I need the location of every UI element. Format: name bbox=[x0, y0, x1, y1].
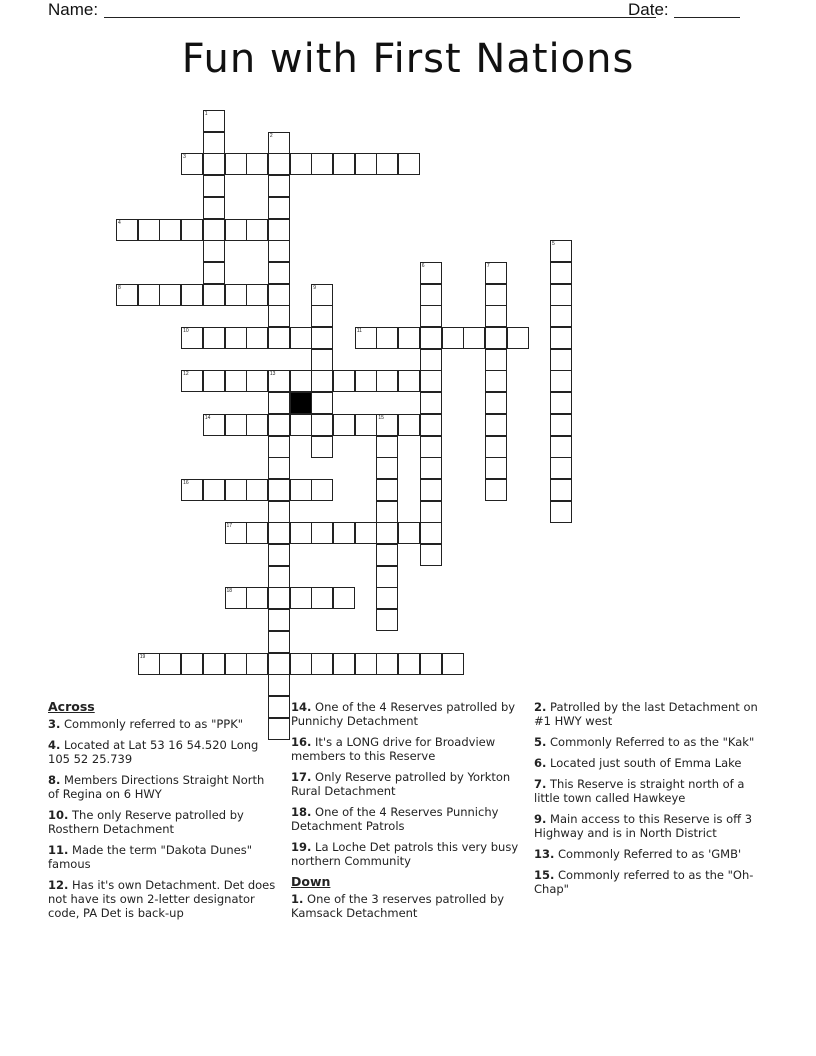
crossword-cell[interactable] bbox=[268, 305, 290, 327]
crossword-cell[interactable] bbox=[246, 327, 268, 349]
clue-item bbox=[48, 843, 276, 871]
clue-number-label: 6. bbox=[534, 756, 547, 770]
crossword-cell[interactable] bbox=[268, 284, 290, 306]
crossword-cell[interactable] bbox=[333, 653, 355, 675]
crossword-cell[interactable] bbox=[485, 436, 507, 458]
crossword-cell[interactable] bbox=[290, 479, 312, 501]
crossword-cell[interactable] bbox=[376, 544, 398, 566]
clue-number: 1 bbox=[204, 111, 208, 117]
clue-item bbox=[534, 868, 762, 896]
clue-item bbox=[534, 735, 762, 749]
clue-number: 17 bbox=[226, 523, 233, 530]
crossword-cell[interactable] bbox=[311, 479, 333, 501]
crossword-cell[interactable] bbox=[550, 414, 572, 436]
clue-number-label: 5. bbox=[534, 735, 547, 749]
crossword-cell[interactable] bbox=[268, 219, 290, 241]
across-heading: Across bbox=[48, 699, 95, 714]
crossword-cell[interactable] bbox=[311, 392, 333, 414]
clue-number: 16 bbox=[183, 479, 189, 486]
clue-number: 4 bbox=[118, 219, 121, 226]
crossword-cell[interactable] bbox=[116, 219, 138, 241]
crossword-cell[interactable] bbox=[485, 370, 507, 392]
crossword-cell[interactable] bbox=[376, 457, 398, 479]
clue-text: Patrolled by the last Detachment on #1 HWY west bbox=[534, 700, 758, 728]
crossword-cell[interactable] bbox=[333, 153, 355, 175]
crossword-cell[interactable] bbox=[550, 501, 572, 523]
crossword-cell[interactable] bbox=[246, 219, 268, 241]
crossword-cell[interactable] bbox=[203, 110, 225, 132]
crossword-cell[interactable] bbox=[311, 305, 333, 327]
crossword-cell[interactable] bbox=[420, 414, 442, 436]
crossword-cell[interactable] bbox=[485, 327, 507, 349]
crossword-cell[interactable] bbox=[225, 587, 247, 609]
crossword-cell[interactable] bbox=[181, 284, 203, 306]
crossword-cell[interactable] bbox=[463, 327, 485, 349]
clue-text: The only Reserve patrolled by Rosthern Detachment bbox=[48, 808, 244, 836]
clues-column-2 bbox=[291, 700, 519, 927]
clue-item bbox=[534, 812, 762, 840]
crossword-cell[interactable] bbox=[333, 370, 355, 392]
crossword-cell[interactable] bbox=[181, 653, 203, 675]
crossword-cell[interactable] bbox=[268, 197, 290, 219]
clue-item bbox=[291, 735, 519, 763]
crossword-cell[interactable] bbox=[311, 522, 333, 544]
clue-number-label: 7. bbox=[534, 777, 547, 791]
clue-text: It's a LONG drive for Broadview members to this Reserve bbox=[291, 735, 496, 763]
crossword-cell[interactable] bbox=[420, 262, 442, 284]
clue-number-label: 19. bbox=[291, 840, 312, 854]
crossword-cell[interactable] bbox=[376, 414, 398, 436]
crossword-cell[interactable] bbox=[225, 414, 247, 436]
crossword-cell[interactable] bbox=[311, 284, 333, 306]
clue-number: 14 bbox=[204, 414, 211, 421]
crossword-cell[interactable] bbox=[398, 522, 420, 544]
clue-item bbox=[534, 756, 762, 770]
clue-item bbox=[291, 770, 519, 798]
crossword-cell[interactable] bbox=[398, 414, 420, 436]
clue-text: Located just south of Emma Lake bbox=[546, 756, 742, 770]
crossword-cell[interactable] bbox=[333, 414, 355, 436]
crossword-cell[interactable] bbox=[203, 240, 225, 262]
crossword-cell[interactable] bbox=[268, 501, 290, 523]
crossword-cell[interactable] bbox=[246, 479, 268, 501]
crossword-cell[interactable] bbox=[550, 284, 572, 306]
crossword-cell[interactable] bbox=[268, 457, 290, 479]
crossword-cell[interactable] bbox=[420, 457, 442, 479]
crossword-cell[interactable] bbox=[203, 262, 225, 284]
crossword-cell[interactable] bbox=[290, 414, 312, 436]
crossword-cell[interactable] bbox=[355, 370, 377, 392]
clue-number: 10 bbox=[183, 328, 189, 334]
crossword-cell[interactable] bbox=[203, 175, 225, 197]
clue-text: Commonly referred to as "PPK" bbox=[60, 717, 244, 731]
crossword-cell[interactable] bbox=[246, 414, 268, 436]
clue-number-label: 3. bbox=[48, 717, 61, 731]
crossword-cell[interactable] bbox=[376, 566, 398, 588]
crossword-cell[interactable] bbox=[420, 501, 442, 523]
crossword-cell[interactable] bbox=[550, 436, 572, 458]
crossword-cell[interactable] bbox=[355, 153, 377, 175]
crossword-cell[interactable] bbox=[311, 349, 333, 371]
clues-column-3 bbox=[534, 700, 762, 903]
clue-number: 13 bbox=[269, 371, 276, 378]
clue-text: Members Directions Straight North of Regina on 6 HWY bbox=[48, 773, 265, 801]
crossword-cell[interactable] bbox=[485, 305, 507, 327]
crossword-cell[interactable] bbox=[420, 436, 442, 458]
crossword-cell[interactable] bbox=[311, 370, 333, 392]
crossword-cell[interactable] bbox=[225, 284, 247, 306]
clue-text: Commonly Referred to as the "Kak" bbox=[546, 735, 755, 749]
crossword-cell[interactable] bbox=[246, 653, 268, 675]
crossword-cell[interactable] bbox=[225, 653, 247, 675]
crossword-cell[interactable] bbox=[268, 132, 290, 154]
down-heading: Down bbox=[291, 874, 331, 889]
crossword-cell[interactable] bbox=[159, 219, 181, 241]
crossword-cell[interactable] bbox=[550, 457, 572, 479]
clue-number: 8 bbox=[118, 284, 121, 291]
clue-number: 9 bbox=[313, 284, 317, 291]
clue-number: 6 bbox=[421, 262, 425, 269]
name-label: Name: bbox=[48, 0, 99, 19]
crossword-cell[interactable] bbox=[333, 522, 355, 544]
crossword-cell[interactable] bbox=[203, 219, 225, 241]
crossword-cell[interactable] bbox=[311, 436, 333, 458]
clue-item bbox=[534, 700, 762, 728]
clue-number-label: 11. bbox=[48, 843, 69, 857]
crossword-cell[interactable] bbox=[355, 327, 377, 349]
clue-item bbox=[48, 717, 276, 731]
crossword-cell[interactable] bbox=[225, 370, 247, 392]
clue-number: 12 bbox=[183, 371, 189, 378]
clue-number-label: 14. bbox=[291, 700, 312, 714]
clue-number: 18 bbox=[226, 588, 233, 595]
clue-number-label: 8. bbox=[48, 773, 61, 787]
crossword-cell[interactable] bbox=[485, 284, 507, 306]
crossword-cell[interactable] bbox=[420, 284, 442, 306]
crossword-cell[interactable] bbox=[550, 327, 572, 349]
clue-text: Has it's own Detachment. Det does not have its own 2-letter designator code, PA Det is back-up bbox=[48, 878, 276, 920]
crossword-cell[interactable] bbox=[290, 587, 312, 609]
clue-text: One of the 4 Reserves Punnichy Detachment Patrols bbox=[291, 805, 499, 833]
clue-number-label: 1. bbox=[291, 892, 304, 906]
crossword-cell[interactable] bbox=[225, 522, 247, 544]
crossword-cell[interactable] bbox=[376, 436, 398, 458]
crossword-cell[interactable] bbox=[398, 653, 420, 675]
crossword-cell[interactable] bbox=[203, 479, 225, 501]
crossword-cell[interactable] bbox=[203, 197, 225, 219]
clue-text: Only Reserve patrolled by Yorkton Rural Detachment bbox=[291, 770, 511, 798]
crossword-cell[interactable] bbox=[203, 284, 225, 306]
date-label: Date: bbox=[628, 0, 669, 19]
crossword-cell[interactable] bbox=[181, 479, 203, 501]
crossword-cell[interactable] bbox=[376, 327, 398, 349]
crossword-cell[interactable] bbox=[225, 479, 247, 501]
crossword-cell[interactable] bbox=[225, 153, 247, 175]
crossword-cell[interactable] bbox=[181, 327, 203, 349]
crossword-cell[interactable] bbox=[420, 349, 442, 371]
crossword-cell[interactable] bbox=[181, 153, 203, 175]
crossword-cell[interactable] bbox=[507, 327, 529, 349]
crossword-cell[interactable] bbox=[290, 653, 312, 675]
clue-text: Commonly referred to as the "Oh-Chap" bbox=[534, 868, 754, 896]
clue-number-label: 12. bbox=[48, 878, 69, 892]
crossword-cell[interactable] bbox=[311, 153, 333, 175]
crossword-cell[interactable] bbox=[550, 305, 572, 327]
crossword-cell[interactable] bbox=[203, 653, 225, 675]
crossword-cell[interactable] bbox=[203, 153, 225, 175]
crossword-cell[interactable] bbox=[203, 414, 225, 436]
clue-text: One of the 4 Reserves patrolled by Punnichy Detachment bbox=[291, 700, 516, 728]
clue-number: 3 bbox=[183, 154, 186, 161]
crossword-cell[interactable] bbox=[485, 414, 507, 436]
crossword-cell[interactable] bbox=[246, 153, 268, 175]
crossword-cell[interactable] bbox=[159, 653, 181, 675]
crossword-cell[interactable] bbox=[268, 153, 290, 175]
crossword-cell[interactable] bbox=[268, 522, 290, 544]
clue-number: 19 bbox=[139, 653, 146, 660]
clue-number: 15 bbox=[378, 414, 384, 421]
crossword-cell[interactable] bbox=[311, 587, 333, 609]
clue-number-label: 4. bbox=[48, 738, 61, 752]
crossword-cell[interactable] bbox=[376, 587, 398, 609]
crossword-cell[interactable] bbox=[268, 674, 290, 696]
crossword-cell[interactable] bbox=[268, 240, 290, 262]
clue-text: Main access to this Reserve is off 3 Highway and is in North District bbox=[534, 812, 753, 840]
crossword-cell[interactable] bbox=[225, 327, 247, 349]
crossword-cell[interactable] bbox=[550, 479, 572, 501]
crossword-cell[interactable] bbox=[268, 609, 290, 631]
clue-item bbox=[48, 738, 276, 766]
crossword-cell[interactable] bbox=[268, 327, 290, 349]
clue-number-label: 13. bbox=[534, 847, 555, 861]
clue-item bbox=[48, 773, 276, 801]
crossword-cell[interactable] bbox=[376, 522, 398, 544]
crossword-cell[interactable] bbox=[376, 501, 398, 523]
page-title: Fun with First Nations bbox=[181, 36, 635, 82]
clue-number-label: 10. bbox=[48, 808, 69, 822]
crossword-cell[interactable] bbox=[203, 327, 225, 349]
crossword-cell[interactable] bbox=[268, 631, 290, 653]
crossword-cell[interactable] bbox=[268, 653, 290, 675]
crossword-cell[interactable] bbox=[550, 349, 572, 371]
crossword-cell[interactable] bbox=[116, 284, 138, 306]
crossword-cell[interactable] bbox=[355, 653, 377, 675]
crossword-cell[interactable] bbox=[398, 153, 420, 175]
clue-number-label: 18. bbox=[291, 805, 312, 819]
crossword-cell[interactable] bbox=[268, 414, 290, 436]
crossword-cell[interactable] bbox=[420, 544, 442, 566]
clue-item bbox=[48, 808, 276, 836]
crossword-cell[interactable] bbox=[333, 587, 355, 609]
crossword-cell[interactable] bbox=[485, 262, 507, 284]
clue-text: La Loche Det patrols this very busy northern Community bbox=[291, 840, 519, 868]
crossword-cell[interactable] bbox=[268, 175, 290, 197]
clue-item bbox=[534, 847, 762, 861]
clue-number: 7 bbox=[486, 262, 490, 269]
clue-item bbox=[291, 840, 519, 868]
crossword-cell[interactable] bbox=[550, 262, 572, 284]
crossword-cell[interactable] bbox=[485, 349, 507, 371]
crossword-cell[interactable] bbox=[138, 219, 160, 241]
crossword-cell[interactable] bbox=[550, 370, 572, 392]
crossword-cell[interactable] bbox=[246, 370, 268, 392]
crossword-cell[interactable] bbox=[442, 327, 464, 349]
clue-number-label: 15. bbox=[534, 868, 555, 882]
crossword-cell[interactable] bbox=[376, 370, 398, 392]
crossword-cell[interactable] bbox=[355, 522, 377, 544]
crossword-cell[interactable] bbox=[420, 370, 442, 392]
crossword-cell[interactable] bbox=[420, 653, 442, 675]
crossword-cell[interactable] bbox=[268, 436, 290, 458]
crossword-cell[interactable] bbox=[550, 240, 572, 262]
clue-item bbox=[291, 892, 519, 920]
crossword-cell[interactable] bbox=[203, 370, 225, 392]
crossword-cell[interactable] bbox=[268, 479, 290, 501]
crossword-cell[interactable] bbox=[138, 653, 160, 675]
blocked-cell bbox=[290, 392, 312, 414]
clue-item bbox=[291, 700, 519, 728]
crossword-cell[interactable] bbox=[225, 219, 247, 241]
clue-text: This Reserve is straight north of a little town called Hawkeye bbox=[534, 777, 745, 805]
clue-number: 11 bbox=[356, 328, 362, 334]
crossword-cell[interactable] bbox=[376, 479, 398, 501]
clue-item bbox=[534, 777, 762, 805]
crossword-cell[interactable] bbox=[203, 132, 225, 154]
crossword-cell[interactable] bbox=[420, 305, 442, 327]
crossword-cell[interactable] bbox=[311, 327, 333, 349]
crossword-cell[interactable] bbox=[311, 653, 333, 675]
crossword-cell[interactable] bbox=[398, 370, 420, 392]
crossword-cell[interactable] bbox=[420, 522, 442, 544]
crossword-cell[interactable] bbox=[246, 284, 268, 306]
crossword-cell[interactable] bbox=[246, 522, 268, 544]
clue-number-label: 2. bbox=[534, 700, 547, 714]
crossword-cell[interactable] bbox=[550, 392, 572, 414]
crossword-cell[interactable] bbox=[268, 566, 290, 588]
crossword-cell[interactable] bbox=[268, 392, 290, 414]
clue-number-label: 16. bbox=[291, 735, 312, 749]
crossword-cell[interactable] bbox=[355, 414, 377, 436]
crossword-cell[interactable] bbox=[376, 653, 398, 675]
crossword-cell[interactable] bbox=[268, 370, 290, 392]
clue-item bbox=[48, 878, 276, 920]
crossword-cell[interactable] bbox=[376, 153, 398, 175]
clues-column-1 bbox=[48, 700, 276, 927]
clue-number-label: 9. bbox=[534, 812, 547, 826]
crossword-cell[interactable] bbox=[376, 609, 398, 631]
clue-number-label: 17. bbox=[291, 770, 312, 784]
clue-number: 2 bbox=[269, 132, 273, 139]
crossword-cell[interactable] bbox=[485, 479, 507, 501]
clue-text: Commonly Referred to as 'GMB' bbox=[554, 847, 742, 861]
crossword-cell[interactable] bbox=[290, 153, 312, 175]
crossword-cell[interactable] bbox=[420, 479, 442, 501]
crossword-cell[interactable] bbox=[159, 284, 181, 306]
crossword-cell[interactable] bbox=[290, 327, 312, 349]
crossword-cell[interactable] bbox=[246, 587, 268, 609]
crossword-cell[interactable] bbox=[290, 522, 312, 544]
crossword-cell[interactable] bbox=[181, 370, 203, 392]
crossword-cell[interactable] bbox=[311, 414, 333, 436]
crossword-cell[interactable] bbox=[138, 284, 160, 306]
clue-number: 5 bbox=[552, 241, 555, 248]
clue-text: One of the 3 reserves patrolled by Kamsack Detachment bbox=[291, 892, 505, 920]
clue-item bbox=[291, 805, 519, 833]
crossword-cell[interactable] bbox=[398, 327, 420, 349]
crossword-cell[interactable] bbox=[485, 457, 507, 479]
crossword-cell[interactable] bbox=[268, 544, 290, 566]
clue-text: Made the term "Dakota Dunes" famous bbox=[48, 843, 253, 871]
crossword-cell[interactable] bbox=[290, 370, 312, 392]
clue-text: Located at Lat 53 16 54.520 Long 105 52 25.739 bbox=[48, 738, 259, 766]
crossword-cell[interactable] bbox=[268, 262, 290, 284]
crossword-cell[interactable] bbox=[485, 392, 507, 414]
crossword-cell[interactable] bbox=[442, 653, 464, 675]
crossword-cell[interactable] bbox=[181, 219, 203, 241]
crossword-cell[interactable] bbox=[420, 392, 442, 414]
crossword-cell[interactable] bbox=[268, 587, 290, 609]
crossword-cell[interactable] bbox=[420, 327, 442, 349]
